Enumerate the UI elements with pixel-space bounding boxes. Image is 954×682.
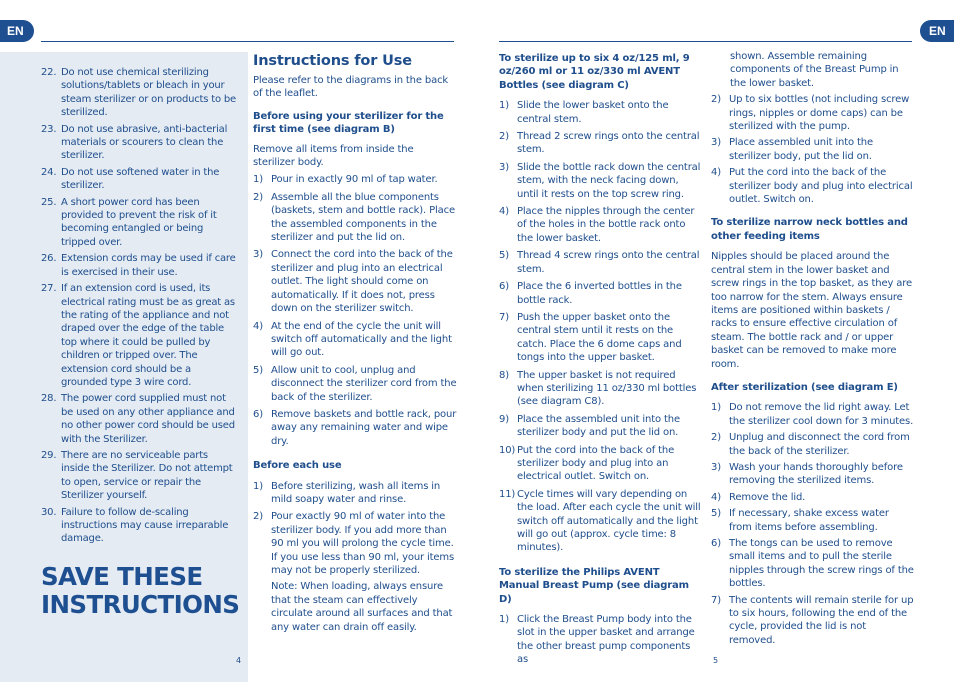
list-item bbox=[711, 461, 914, 488]
list-item bbox=[41, 166, 239, 193]
step-text: At the end of the cycle the unit will switch off automatically and the light will go out. bbox=[271, 320, 452, 359]
step-number: 4) bbox=[253, 320, 263, 332]
step-text: Do not use abrasive, anti-bacterial materials or scourers to clean the sterilizer. bbox=[61, 123, 228, 162]
step-number: 27. bbox=[41, 283, 57, 295]
step-text: Failure to follow de-scaling instructions may cause irreparable damage. bbox=[61, 506, 229, 545]
list-item bbox=[711, 136, 914, 163]
breast-pump-step-1-continued: shown. Assemble remaining components of the Breast Pump in the lower basket. bbox=[730, 51, 899, 89]
step-text: Remove the lid. bbox=[729, 491, 806, 503]
step-text: Thread 2 screw rings onto the central stem. bbox=[517, 131, 700, 156]
step-number: 6) bbox=[711, 538, 721, 549]
step-number: 3) bbox=[253, 249, 263, 261]
six-bottles-heading: To sterilize up to six 4 oz/125 ml, 9 oz/260 ml or 11 oz/330 ml AVENT Bottles (see diagram C) bbox=[499, 53, 690, 91]
step-text: Connect the cord into the back of the sterilizer and plug into an electrical outlet. The light should come on automatically. If it does not, press down on the sterilizer switch. bbox=[271, 249, 453, 315]
first-time-steps bbox=[253, 173, 458, 448]
list-item bbox=[253, 191, 458, 245]
step-text: If an extension cord is used, its electrical rating must be as great as the rating of the appliance and not draped over the edge of the table top where it could be pulled by children or tripped over. The extension cord should be a grounded type 3 wire cord. bbox=[61, 283, 235, 388]
after-steps bbox=[711, 401, 914, 647]
step-number: 10) bbox=[499, 444, 516, 456]
step-text: Unplug and disconnect the cord from the back of the sterilizer. bbox=[729, 432, 910, 457]
step-text: Allow unit to cool, unplug and disconnect the sterilizer cord from the back of the sterilizer. bbox=[271, 364, 457, 403]
step-number: 7) bbox=[711, 594, 721, 606]
save-title-text: SAVE THESE INSTRUCTIONS bbox=[41, 562, 240, 619]
list-item bbox=[499, 249, 702, 276]
step-number: 4) bbox=[711, 167, 721, 179]
step-number: 3) bbox=[499, 161, 509, 173]
step-number: 26. bbox=[41, 253, 57, 265]
list-item bbox=[253, 364, 458, 404]
list-item bbox=[253, 248, 458, 315]
breast-pump-heading: To sterilize the Philips AVENT Manual Breast Pump (see diagram D) bbox=[499, 566, 689, 605]
page-number-right: 5 bbox=[713, 656, 719, 665]
step-text: Before sterilizing, wash all items in mild soapy water and rinse. bbox=[271, 480, 441, 505]
step-number: 2) bbox=[253, 511, 263, 523]
list-item bbox=[41, 506, 239, 546]
narrow-neck-heading: To sterilize narrow neck bottles and other feeding items bbox=[711, 217, 908, 242]
first-time-heading: Before using your sterilizer for the first time (see diagram B) bbox=[253, 110, 444, 136]
list-item bbox=[499, 311, 702, 365]
step-text: There are no serviceable parts inside the Sterilizer. Do not attempt to open, service or repair the Sterilizer yourself. bbox=[61, 449, 233, 502]
before-each-steps bbox=[253, 480, 458, 578]
step-text: Extension cords may be used if care is exercised in their use. bbox=[61, 253, 236, 278]
list-item bbox=[41, 196, 239, 250]
header-rule-right bbox=[499, 41, 912, 42]
step-text: Do not use chemical sterilizing solutions/tablets or bleach in your steam sterilizer or on products to be sterilized. bbox=[61, 67, 236, 119]
list-item bbox=[499, 413, 702, 440]
step-text: Pour in exactly 90 ml of tap water. bbox=[271, 174, 438, 186]
safety-warnings-column bbox=[41, 66, 239, 546]
step-text: Pour exactly 90 ml of water into the sterilizer body. If you add more than 90 ml you will prolong the cycle time. If you use less than 90 ml, your items may not be properly sterilized. bbox=[271, 511, 455, 576]
list-item bbox=[711, 507, 914, 534]
step-number: 1) bbox=[711, 402, 721, 414]
step-text: Place the nipples through the center of the holes in the bottle rack onto the lower basket. bbox=[517, 206, 695, 244]
language-tab-right: EN bbox=[920, 20, 954, 42]
step-text: Slide the bottle rack down the central stem, with the neck facing down, until it rests on the top screw ring. bbox=[517, 161, 701, 200]
breast-pump-step-1 bbox=[499, 613, 702, 667]
step-number: 5) bbox=[253, 364, 263, 376]
step-number: 2) bbox=[253, 191, 263, 203]
list-item bbox=[499, 613, 702, 667]
step-number: 8) bbox=[499, 369, 509, 381]
list-item bbox=[711, 594, 914, 648]
step-text: If necessary, shake excess water from items before assembling. bbox=[729, 508, 889, 533]
step-number: 29. bbox=[41, 449, 57, 461]
step-text: The upper basket is not required when sterilizing 11 oz/330 ml bottles (see diagram C8). bbox=[517, 369, 697, 408]
step-number: 2) bbox=[711, 432, 721, 444]
step-number: 23. bbox=[41, 123, 57, 135]
list-item bbox=[499, 488, 702, 555]
step-number: 1) bbox=[253, 480, 263, 492]
step-text: Place assembled unit into the sterilizer body, put the lid on. bbox=[729, 137, 873, 162]
step-text: Place the assembled unit into the sterilizer body and put the lid on. bbox=[517, 413, 680, 439]
step-text: Wash your hands thoroughly before removing the sterilized items. bbox=[729, 461, 903, 487]
step-number: 2) bbox=[499, 131, 509, 143]
list-item bbox=[499, 205, 702, 245]
step-text: Click the Breast Pump body into the slot in the upper basket and arrange the other breast pump components as bbox=[517, 614, 695, 666]
bottles-column bbox=[499, 52, 702, 667]
breast-pump-steps bbox=[711, 93, 914, 206]
step-text: The tongs can be used to remove small items and to pull the sterile nipples through the screw rings of the bottles. bbox=[729, 538, 914, 590]
step-number: 6) bbox=[499, 281, 509, 293]
step-number: 25. bbox=[41, 196, 57, 208]
instructions-column bbox=[253, 52, 458, 634]
safety-warnings-list bbox=[41, 66, 239, 546]
step-text: The contents will remain sterile for up to six hours, following the end of the cycle, provided the lid is not removed. bbox=[729, 594, 914, 646]
after-column bbox=[711, 50, 914, 647]
list-item bbox=[499, 99, 702, 126]
step-text: Slide the lower basket onto the central stem. bbox=[517, 100, 669, 125]
step-number: 1) bbox=[499, 100, 509, 112]
list-item bbox=[41, 252, 239, 279]
list-item bbox=[41, 66, 239, 120]
list-item bbox=[711, 431, 914, 458]
step-number: 3) bbox=[711, 461, 721, 473]
step-number: 11) bbox=[499, 488, 516, 500]
step-text: Do not use softened water in the sterilizer. bbox=[61, 166, 220, 192]
step-text: The power cord supplied must not be used on any other appliance and no other power cord should be used with the Sterilizer. bbox=[61, 393, 235, 445]
step-text: Place the 6 inverted bottles in the bottle rack. bbox=[517, 281, 682, 306]
list-item bbox=[499, 161, 702, 201]
step-text: Push the upper basket onto the central stem until it rests on the catch. Place the 6 dome caps and tongs into the upper basket. bbox=[517, 311, 682, 364]
step-text: Thread 4 screw rings onto the central stem. bbox=[517, 250, 700, 275]
list-item bbox=[253, 408, 458, 448]
list-item bbox=[711, 491, 914, 504]
step-number: 22. bbox=[41, 67, 57, 78]
step-number: 28. bbox=[41, 393, 57, 405]
step-text: Assemble all the blue components (baskets, stem and bottle rack). Place the assembled components in the sterilizer and put the lid on. bbox=[271, 191, 455, 244]
step-text: Do not remove the lid right away. Let the sterilizer cool down for 3 minutes. bbox=[729, 402, 914, 427]
step-number: 1) bbox=[253, 174, 263, 186]
step-number: 1) bbox=[499, 614, 509, 626]
step-number: 3) bbox=[711, 137, 721, 149]
instructions-title: Instructions for Use bbox=[253, 53, 412, 69]
step-number: 4) bbox=[499, 206, 509, 218]
step-number: 6) bbox=[253, 408, 263, 420]
list-item bbox=[499, 130, 702, 157]
header-rule-left bbox=[41, 41, 454, 42]
list-item bbox=[711, 93, 914, 133]
language-tab-left: EN bbox=[0, 20, 34, 42]
step-text: Put the cord into the back of the sterilizer body and plug into electrical outlet. Switch on. bbox=[729, 167, 913, 206]
save-instructions-title bbox=[41, 562, 240, 619]
list-item bbox=[41, 123, 239, 163]
step-text: Cycle times will vary depending on the load. After each cycle the unit will switch off automatically and the light will go out (approx. cycle time: 8 minutes). bbox=[517, 488, 701, 554]
step-text: Remove baskets and bottle rack, pour away any remaining water and wipe dry. bbox=[271, 408, 457, 447]
step-number: 5) bbox=[711, 508, 721, 520]
instructions-intro: Please refer to the diagrams in the back of the leaflet. bbox=[253, 75, 449, 100]
after-heading: After sterilization (see diagram E) bbox=[711, 381, 898, 393]
step-number: 4) bbox=[711, 491, 721, 503]
loading-note: Note: When loading, always ensure that the steam can effectively circulate around all surfaces and that any water can drain off easily. bbox=[271, 581, 453, 633]
list-item bbox=[711, 537, 914, 591]
list-item bbox=[711, 401, 914, 428]
narrow-neck-text: Nipples should be placed around the central stem in the lower basket and screw rings in the top basket, as they are too narrow for the stem. Always ensure items are positioned within baskets / racks to ensure effective circulation of steam. The bottle rack and / or upper basket can be removed to make more room. bbox=[711, 251, 912, 370]
step-text: Put the cord into the back of the sterilizer body and plug into an electrical outlet. Switch on. bbox=[517, 444, 675, 483]
step-text: A short power cord has been provided to prevent the risk of it becoming entangled or being tripped over. bbox=[61, 196, 217, 248]
list-item bbox=[253, 510, 458, 577]
six-bottles-steps bbox=[499, 99, 702, 555]
page-number-left: 4 bbox=[236, 656, 242, 665]
step-number: 7) bbox=[499, 311, 509, 323]
step-number: 9) bbox=[499, 413, 509, 425]
list-item bbox=[253, 320, 458, 360]
list-item bbox=[41, 449, 239, 503]
list-item bbox=[41, 392, 239, 446]
step-text: Up to six bottles (not including screw rings, nipples or dome caps) can be sterilized with the pump. bbox=[729, 94, 910, 133]
list-item bbox=[711, 166, 914, 206]
step-number: 5) bbox=[499, 250, 509, 262]
list-item bbox=[41, 282, 239, 389]
list-item bbox=[499, 280, 702, 307]
list-item bbox=[499, 369, 702, 409]
first-time-intro: Remove all items from inside the sterilizer body. bbox=[253, 143, 414, 169]
step-number: 30. bbox=[41, 506, 57, 518]
list-item bbox=[253, 173, 458, 186]
list-item bbox=[499, 444, 702, 484]
list-item bbox=[253, 480, 458, 507]
step-number: 2) bbox=[711, 94, 721, 106]
step-number: 24. bbox=[41, 166, 57, 178]
before-each-heading: Before each use bbox=[253, 460, 342, 472]
